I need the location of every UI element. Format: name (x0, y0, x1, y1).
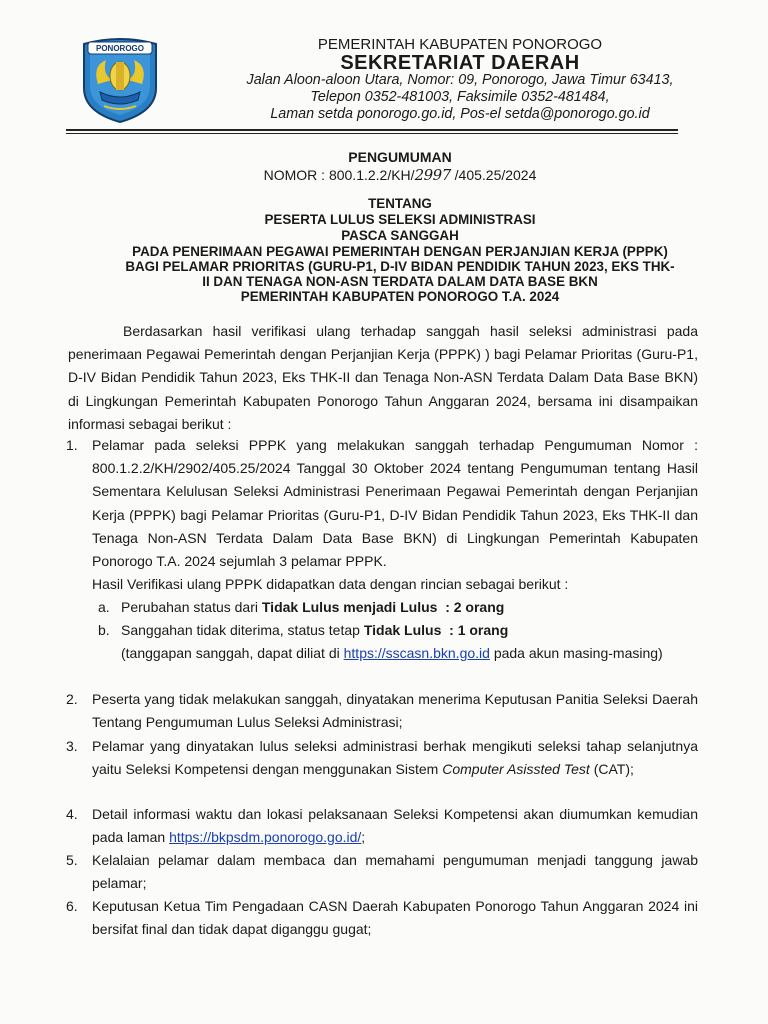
tentang-heading: TENTANG (368, 196, 432, 211)
letterhead-address-line-1: Jalan Aloon-aloon Utara, Nomor: 09, Ponorogo, Jawa Timur 63413, (246, 72, 674, 88)
ponorogo-regency-logo (78, 36, 162, 124)
item-4-text: Detail informasi waktu dan lokasi pelaksanaan Seleksi Kompetensi akan diumumkan kemudian pada laman https://bkpsdm.ponorogo.go.id/; (92, 806, 698, 846)
item-1-detail: Hasil Verifikasi ulang PPPK didapatkan data dengan rincian sebagai berikut : (92, 576, 569, 592)
item-number: 5. (66, 852, 78, 868)
item-number: 2. (66, 691, 78, 707)
bkpsdm-link[interactable]: https://bkpsdm.ponorogo.go.id/ (169, 829, 362, 846)
item-number: 1. (66, 437, 78, 453)
item-2-text: Peserta yang tidak melakukan sanggah, dinyatakan menerima Keputusan Panitia Seleksi Daerah Tentang Pengumuman Lulus Seleksi Administrasi; (92, 691, 698, 731)
sub-b-note: (tanggapan sanggah, dapat diliat di https://sscasn.bkn.go.id pada akun masing-masing) (121, 645, 663, 661)
item-3-text: Pelamar yang dinyatakan lulus seleksi administrasi berhak mengikuti seleksi tahap selanjutnya yaitu Seleksi Kompetensi dengan menggunakan Sistem Computer Asissted Test (CAT); (92, 738, 698, 778)
title-line: BAGI PELAMAR PRIORITAS (GURU-P1, D-IV BIDAN PENDIDIK TAHUN 2023, EKS THK- (125, 259, 675, 274)
item-6-text: Keputusan Ketua Tim Pengadaan CASN Daerah Kabupaten Ponorogo Tahun Anggaran 2024 ini bersifat final dan tidak dapat diganggu gugat; (92, 898, 698, 938)
cat-term: Computer Asissted Test (442, 761, 590, 778)
letterhead-address-line-2: Telepon 0352-481003, Faksimile 0352-481484, (310, 89, 610, 105)
count-changed: : 2 orang (437, 599, 505, 615)
item-1-text: Pelamar pada seleksi PPPK yang melakukan sanggah terhadap Pengumuman Nomor : 800.1.2.2/KH/2902/405.25/2024 Tanggal 30 Oktober 2024 tentang Pengumuman tentang Hasil Sementara Kelulusan Seleksi Administrasi Penerimaan Pegawai Pemerintah dengan Perjanjian Kerja (PPPK) bagi Pelamar Prioritas (Guru-P1, D-IV Bidan Pendidik Tahun 2023, Eks THK-II dan Tenaga Non-ASN Terdata Dalam Data Base BKN) di Lingkungan Pemerintah Kabupaten Ponorogo T.A. 2024 sejumlah 3 pelamar PPPK. (92, 437, 698, 570)
item-number: 4. (66, 806, 78, 822)
logo-text: PONOROGO (95, 44, 145, 53)
sub-letter: a. (98, 599, 110, 615)
status-unchanged: Tidak Lulus (363, 622, 442, 638)
title-line: PADA PENERIMAAN PEGAWAI PEMERINTAH DENGAN PERJANJIAN KERJA (PPPK) (132, 244, 668, 259)
letterhead-divider-thick (66, 129, 678, 131)
announcement-heading: PENGUMUMAN (348, 149, 452, 165)
number-suffix: /405.25/2024 (450, 167, 537, 183)
letterhead-office: SEKRETARIAT DAERAH (340, 52, 580, 74)
letterhead-government: PEMERINTAH KABUPATEN PONOROGO (317, 36, 603, 53)
item-number: 3. (66, 738, 78, 754)
intro-paragraph: Berdasarkan hasil verifikasi ulang terhadap sanggah hasil seleksi administrasi pada penerimaan Pegawai Pemerintah dengan Perjanjian Kerja (PPPK) ) bagi Pelamar Prioritas (Guru-P1, D-IV Bidan Pendidik Tahun 2023, Eks THK-II dan Tenaga Non-ASN Terdata Dalam Data Base BKN) di Lingkungan Pemerintah Kabupaten Ponorogo Tahun Anggaran 2024, bersama ini disampaikan informasi sebagai berikut : (68, 323, 698, 432)
letterhead-divider-thin (66, 133, 678, 134)
sscasn-link[interactable]: https://sscasn.bkn.go.id (343, 645, 490, 661)
sub-b-text: Sanggahan tidak diterima, status tetap Tidak Lulus : 1 orang (121, 622, 509, 638)
sub-a-text: Perubahan status dari Tidak Lulus menjadi Lulus : 2 orang (121, 599, 505, 615)
number-prefix: NOMOR : 800.1.2.2/KH/ (263, 167, 415, 183)
title-line: II DAN TENAGA NON-ASN TERDATA DALAM DATA BASE BKN (202, 274, 598, 289)
status-changed: Tidak Lulus menjadi Lulus (261, 599, 438, 615)
title-line: PASCA SANGGAH (341, 228, 459, 243)
number-handwritten: 2997 (414, 166, 451, 184)
sub-letter: b. (98, 622, 110, 638)
announcement-number (40, 166, 760, 184)
count-unchanged: : 1 orang (441, 622, 509, 638)
letterhead-address-line-3: Laman setda ponorogo.go.id, Pos-el setda@ponorogo.go.id (270, 106, 650, 122)
item-number: 6. (66, 898, 78, 914)
title-line: PESERTA LULUS SELEKSI ADMINISTRASI (264, 212, 536, 227)
item-5-text: Kelalaian pelamar dalam membaca dan memahami pengumuman menjadi tanggung jawab pelamar; (92, 852, 698, 892)
title-line: PEMERINTAH KABUPATEN PONOROGO T.A. 2024 (240, 289, 560, 304)
